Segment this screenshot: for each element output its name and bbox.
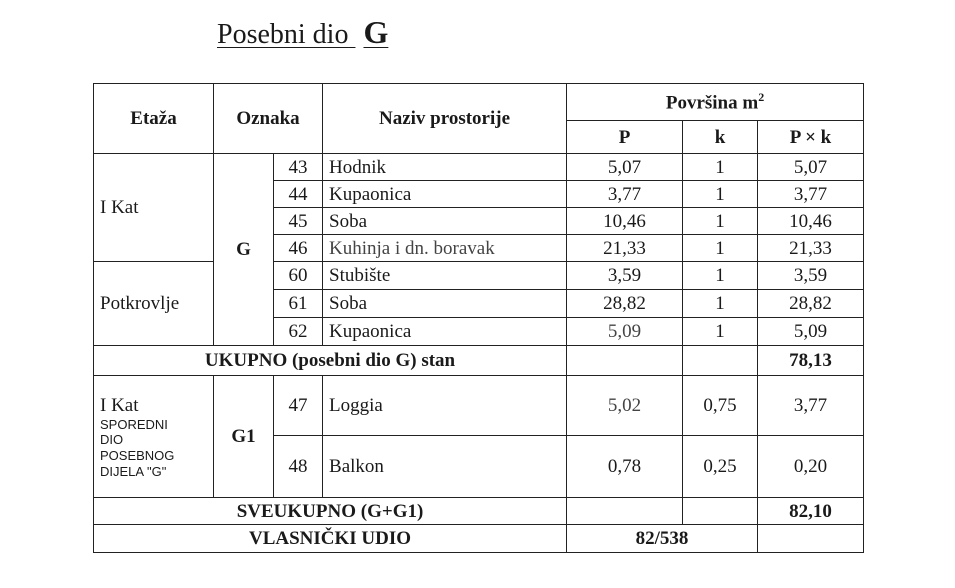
room-number: 47 — [274, 376, 323, 436]
empty-cell — [758, 525, 864, 553]
room-pk: 28,82 — [758, 290, 864, 318]
g1-floor-line1: I Kat — [100, 394, 139, 416]
room-name: Kuhinja i dn. boravak — [323, 235, 567, 262]
page-title — [217, 14, 388, 51]
room-p: 5,02 — [567, 376, 683, 436]
room-number: 62 — [274, 318, 323, 346]
room-number: 43 — [274, 154, 323, 181]
room-k: 1 — [683, 235, 758, 262]
room-pk: 3,77 — [758, 376, 864, 436]
empty-cell — [683, 346, 758, 376]
room-number: 46 — [274, 235, 323, 262]
room-p: 5,07 — [567, 154, 683, 181]
room-k: 0,25 — [683, 436, 758, 498]
g1-floor-line2: SPOREDNI — [100, 416, 168, 432]
header-povrsina — [567, 84, 864, 121]
ownership-value: 82/538 — [567, 525, 758, 553]
room-pk: 3,59 — [758, 262, 864, 290]
room-number: 44 — [274, 181, 323, 208]
room-name: Stubište — [323, 262, 567, 290]
room-k: 1 — [683, 181, 758, 208]
grand-total-value: 82,10 — [758, 498, 864, 525]
room-number: 48 — [274, 436, 323, 498]
header-p: P — [567, 121, 683, 154]
empty-cell — [567, 498, 683, 525]
room-pk: 3,77 — [758, 181, 864, 208]
g1-floor-line4: POSEBNOG — [100, 447, 175, 463]
room-pk: 5,07 — [758, 154, 864, 181]
header-povrsina-sup: 2 — [758, 90, 765, 105]
room-p: 5,09 — [567, 318, 683, 346]
grand-total-row — [94, 498, 864, 525]
oznaka-g1: G1 — [214, 376, 274, 498]
area-table — [93, 83, 864, 553]
room-name: Balkon — [323, 436, 567, 498]
room-k: 1 — [683, 208, 758, 235]
table-row — [94, 376, 864, 436]
room-k: 1 — [683, 290, 758, 318]
g1-floor-label — [94, 376, 214, 498]
room-p: 3,77 — [567, 181, 683, 208]
ownership-label: VLASNIČKI UDIO — [94, 525, 567, 553]
header-etaza: Etaža — [94, 84, 214, 154]
header-naziv: Naziv prostorije — [323, 84, 567, 154]
ownership-row — [94, 525, 864, 553]
table-row — [94, 154, 864, 181]
header-povrsina-text: Površina m — [665, 92, 759, 114]
oznaka-g: G — [214, 154, 274, 346]
room-k: 1 — [683, 262, 758, 290]
room-k: 1 — [683, 318, 758, 346]
empty-cell — [567, 346, 683, 376]
room-number: 61 — [274, 290, 323, 318]
room-number: 45 — [274, 208, 323, 235]
total-row — [94, 346, 864, 376]
room-name: Soba — [323, 208, 567, 235]
header-k: k — [683, 121, 758, 154]
title-letter: G — [363, 14, 389, 50]
room-pk: 10,46 — [758, 208, 864, 235]
empty-cell — [683, 498, 758, 525]
header-pk: P × k — [758, 121, 864, 154]
table-row — [94, 262, 864, 290]
room-p: 3,59 — [567, 262, 683, 290]
room-name: Kupaonica — [323, 181, 567, 208]
room-k: 0,75 — [683, 376, 758, 436]
room-p: 0,78 — [567, 436, 683, 498]
room-name: Hodnik — [323, 154, 567, 181]
header-oznaka: Oznaka — [214, 84, 323, 154]
room-p: 28,82 — [567, 290, 683, 318]
room-name: Loggia — [323, 376, 567, 436]
room-p: 21,33 — [567, 235, 683, 262]
floor-label: I Kat — [94, 154, 214, 262]
room-pk: 0,20 — [758, 436, 864, 498]
room-pk: 5,09 — [758, 318, 864, 346]
total-label: UKUPNO (posebni dio G) stan — [94, 346, 567, 376]
grand-total-label: SVEUKUPNO (G+G1) — [94, 498, 567, 525]
title-text: Posebni dio — [217, 19, 349, 50]
total-value: 78,13 — [758, 346, 864, 376]
room-number: 60 — [274, 262, 323, 290]
room-pk: 21,33 — [758, 235, 864, 262]
g1-floor-line3: DIO — [100, 432, 124, 448]
room-p: 10,46 — [567, 208, 683, 235]
floor-label: Potkrovlje — [94, 262, 214, 346]
room-name: Kupaonica — [323, 318, 567, 346]
room-name: Soba — [323, 290, 567, 318]
g1-floor-line5: DIJELA "G" — [100, 463, 167, 479]
room-k: 1 — [683, 154, 758, 181]
